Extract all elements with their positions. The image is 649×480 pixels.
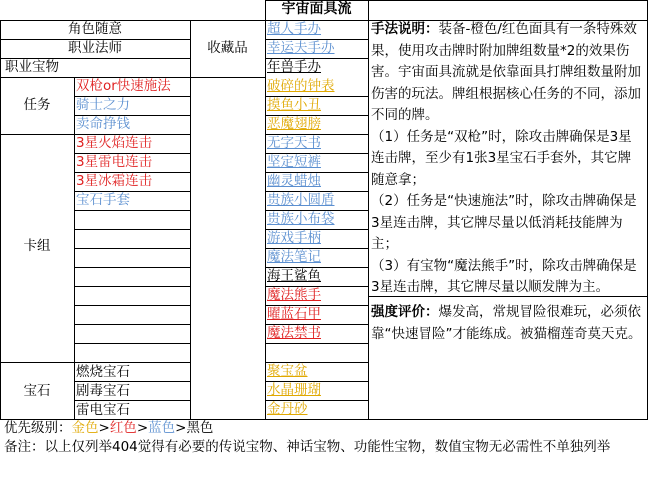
footer-note: 备注：以上仅列举404觉得有必要的传说宝物、神话宝物、功能性宝物，数值宝物无必需性不单独列举 — [4, 439, 611, 455]
collection-item: 游戏手柄 — [267, 230, 321, 246]
priority-gold: 金色 — [71, 420, 99, 436]
priority-sep: > — [136, 420, 149, 436]
priority-sep: > — [98, 420, 110, 436]
collection-item: 坚定短裤 — [267, 154, 321, 170]
collection-item: 贵族小圆盾 — [267, 192, 335, 208]
task-item: 卖命挣钱 — [76, 116, 130, 132]
collection-item: 魔法笔记 — [267, 249, 321, 265]
priority-black: 黑色 — [186, 420, 214, 436]
job-treasure-label: 职业宝物 — [5, 59, 59, 75]
collection-item: 曜蓝石甲 — [267, 306, 321, 322]
card-item: 3星火焰连击 — [76, 135, 153, 151]
gem-item: 燃烧宝石 — [76, 364, 130, 380]
collection-item: 无字天书 — [267, 135, 321, 151]
card-label: 卡组 — [23, 238, 51, 254]
priority-blue: 蓝色 — [148, 420, 176, 436]
card-item: 3星雷电连击 — [76, 154, 153, 170]
collection-item: 聚宝盆 — [267, 363, 308, 379]
method-title: 手法说明： — [371, 21, 439, 37]
role-label: 角色随意 — [68, 21, 122, 37]
rating-title: 强度评价： — [371, 304, 439, 320]
collection-label: 收藏品 — [207, 40, 248, 56]
priority-red: 红色 — [109, 420, 137, 436]
priority-sep: > — [175, 420, 187, 436]
rating-section — [371, 302, 643, 345]
collection-item: 魔法熊手 — [267, 287, 321, 303]
page-title: 宇宙面具流 — [281, 1, 352, 17]
gem-item: 雷电宝石 — [76, 402, 130, 418]
collection-item: 幽灵蜡烛 — [267, 173, 321, 189]
collection-item: 水晶珊瑚 — [267, 382, 321, 398]
collection-item: 超人手办 — [267, 21, 321, 37]
task-label: 任务 — [23, 97, 51, 113]
card-item: 3星冰霜连击 — [76, 173, 153, 189]
method-point: （1）任务是“双枪”时，除攻击牌确保是3星连击牌，至少有1张3星宝石手套外，其它牌随意拿； — [371, 128, 632, 188]
card-item: 宝石手套 — [76, 192, 130, 208]
task-item: 双枪or快速施法 — [76, 78, 171, 94]
priority-label: 优先级别： — [4, 420, 72, 436]
gem-label: 宝石 — [23, 383, 51, 399]
class-label: 职业法师 — [68, 40, 122, 56]
collection-item: 破碎的钟表 — [267, 78, 335, 94]
collection-item: 摸鱼小丑 — [267, 97, 321, 113]
gem-item: 剧毒宝石 — [76, 383, 130, 399]
task-item: 骑士之力 — [76, 97, 130, 113]
collection-item: 年兽手办 — [267, 59, 321, 75]
method-body: 装备-橙色/红色面具有一条特殊效果，使用攻击牌时附加牌组数量*2的效果伤害。宇宙面具流就是依靠面具打牌组数量附加伤害的玩法。牌组根据核心任务的不同，添加不同的牌。 — [371, 21, 641, 123]
collection-item: 金丹砂 — [267, 401, 308, 417]
collection-item — [267, 344, 366, 362]
rating-body: 爆发高，常规冒险很难玩，必须依靠“快速冒险”才能练成。被猫榴莲奇莫天克。 — [371, 304, 642, 342]
collection-item: 恶魔翅膀 — [267, 116, 321, 132]
collection-item: 幸运夫手办 — [267, 40, 335, 56]
collection-item: 海王鲨鱼 — [267, 268, 321, 284]
collection-item: 贵族小布袋 — [267, 211, 335, 227]
collection-item: 魔法禁书 — [267, 325, 321, 341]
method-explanation — [371, 19, 643, 299]
method-point: （3）有宝物“魔法熊手”时，除攻击牌确保是3星连击牌，其它牌尽量以顺发牌为主。 — [371, 257, 637, 295]
priority-row — [4, 420, 364, 438]
method-point: （2）任务是“快速施法”时，除攻击牌确保是3星连击牌，其它牌尽量以低消耗技能牌为主； — [371, 193, 637, 252]
